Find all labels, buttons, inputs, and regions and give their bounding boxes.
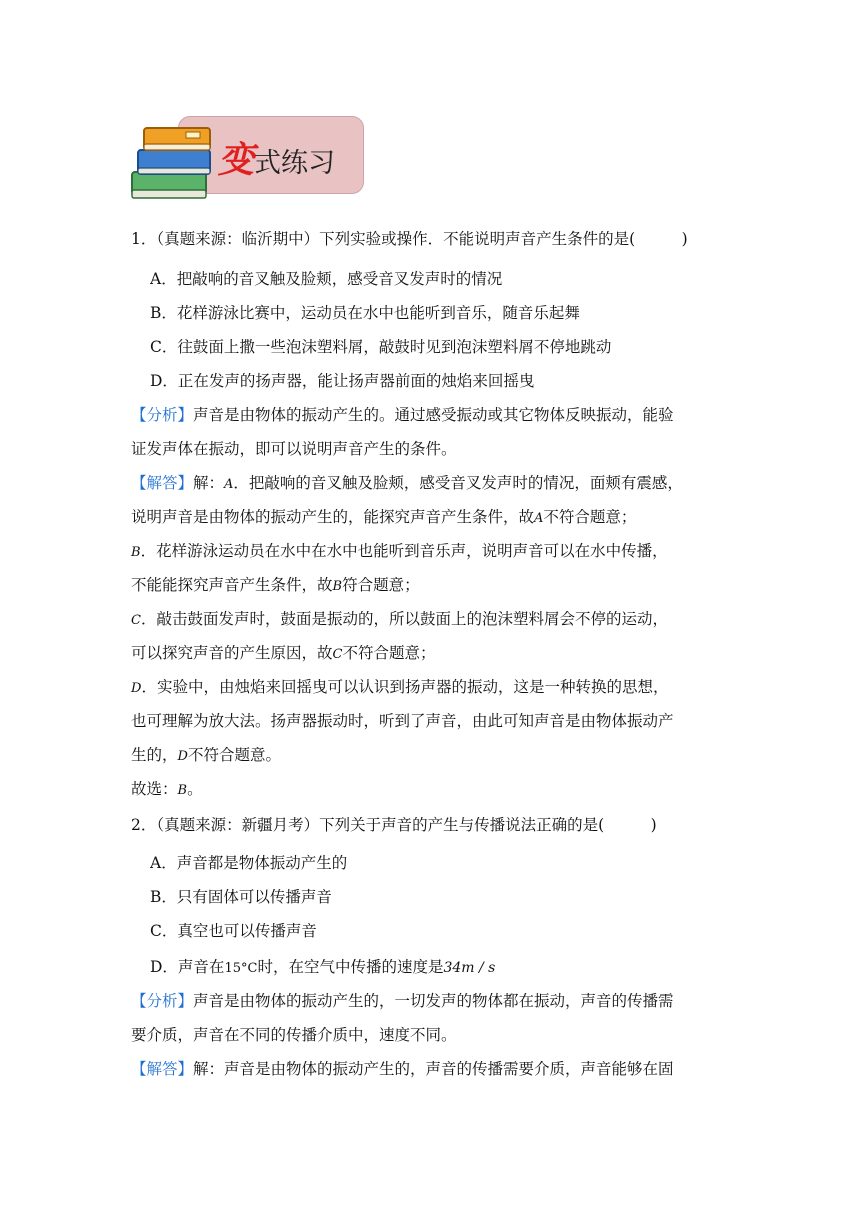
q2-analysis-line-2: 要介质，声音在不同的传播介质中，速度不同。 — [131, 1026, 457, 1044]
q1-option-c: C．往鼓面上撒一些泡沫塑料屑，敲鼓时见到泡沫塑料屑不停地跳动 — [150, 338, 612, 356]
q2-option-a: A．声音都是物体振动产生的 — [150, 854, 348, 872]
q1-answer-line-8: 也可理解为放大法。扬声器振动时，听到了声音，由此可知声音是由物体振动产 — [131, 712, 674, 730]
q1-answer-line-1: 【解答】解：A．把敲响的音叉触及脸颊，感受音叉发声时的情况，面颊有震感， — [131, 474, 683, 492]
q1-answer-line-6: 可以探究声音的产生原因，故C不符合题意； — [131, 644, 436, 662]
q2-option-b: B．只有固体可以传播声音 — [150, 888, 332, 906]
q1-answer-line-3: B．花样游泳运动员在水中在水中也能听到音乐声，说明声音可以在水中传播， — [131, 542, 668, 560]
q1-option-d: D．正在发声的扬声器，能让扬声器前面的烛焰来回摇曳 — [150, 372, 535, 390]
section-title: 变式练习 — [218, 140, 336, 181]
question-1-stem: 1．（真题来源：临沂期中）下列实验或操作．不能说明声音产生条件的是( ) — [131, 230, 688, 248]
section-header — [130, 112, 366, 208]
q1-analysis-line-1: 【分析】声音是由物体的振动产生的。通过感受振动或其它物体反映振动，能验 — [131, 406, 674, 424]
q1-answer-line-9: 生的，D不符合题意。 — [131, 746, 281, 764]
q1-answer-line-5: C．敲击鼓面发声时，鼓面是振动的，所以鼓面上的泡沫塑料屑会不停的运动， — [131, 610, 668, 628]
q1-option-b: B．花样游泳比赛中，运动员在水中也能听到音乐，随音乐起舞 — [150, 304, 580, 322]
q1-choice: 故选：B。 — [131, 780, 203, 798]
q1-answer-line-2: 说明声音是由物体的振动产生的，能探究声音产生条件，故A不符合题意； — [131, 508, 637, 526]
q1-analysis-line-2: 证发声体在振动，即可以说明声音产生的条件。 — [131, 440, 457, 458]
q2-option-c: C．真空也可以传播声音 — [150, 922, 317, 940]
q2-analysis-line-1: 【分析】声音是由物体的振动产生的，一切发声的物体都在振动，声音的传播需 — [131, 992, 674, 1010]
q1-option-a: A．把敲响的音叉触及脸颊，感受音叉发声时的情况 — [150, 270, 503, 288]
q1-answer-line-7: D．实验中，由烛焰来回摇曳可以认识到扬声器的振动，这是一种转换的思想， — [131, 678, 669, 696]
q2-option-d: D．声音在15°C时，在空气中传播的速度是34m / s — [150, 958, 496, 976]
q1-answer-line-4: 不能能探究声音产生条件，故B符合题意； — [131, 576, 420, 594]
question-2-stem: 2．（真题来源：新疆月考）下列关于声音的产生与传播说法正确的是( ) — [131, 816, 657, 834]
books-icon — [130, 122, 216, 206]
q2-answer-line-1: 【解答】解：声音是由物体的振动产生的，声音的传播需要介质，声音能够在固 — [131, 1060, 674, 1078]
